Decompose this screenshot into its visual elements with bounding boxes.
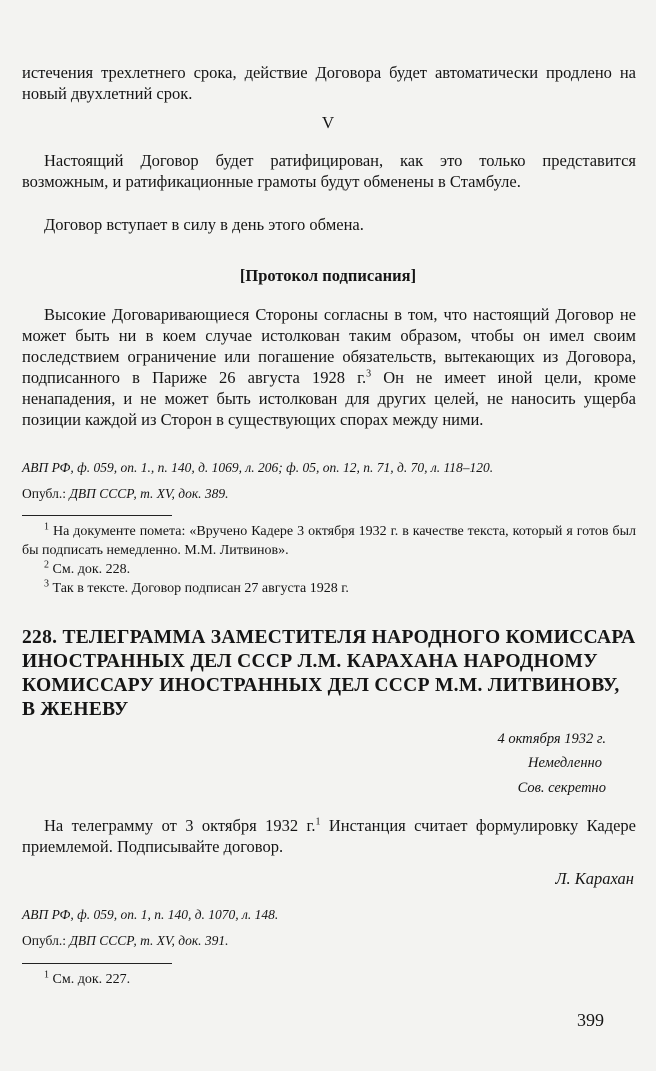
ratification-paragraph: Настоящий Договор будет ратифицирован, как это только представится возможным, и ратификационные грамоты будут обменены в Стамбуле. xyxy=(22,151,636,191)
publication-reference: Опубл.: ДВП СССР, т. XV, док. 391. xyxy=(22,933,229,948)
footnote-2: $^2$ См. док. 228. xyxy=(44,559,131,577)
signature: Л. Карахан xyxy=(555,869,634,888)
protocol-paragraph: Высокие Договаривающиеся Стороны согласны в том, что настоящий Договор не может быть ни в коем случае истолкован таким образом, чтобы он имел своим последствием ограничение или погашение обязательств, вытекающих из Договора, подписанного в Париже 26 августа 1928 г.$^3$ Он не имеет иной цели, кроме ненападения, и не может быть истолкован для других целей, не наносить ущерба позиции каждой из Сторон в существующих спорах между ними. xyxy=(22,305,636,429)
archive-reference: АВП РФ, ф. 059, оп. 1, п. 140, д. 1070, л. 148. xyxy=(22,907,279,922)
footnote-3: $^3$ Так в тексте. Договор подписан 27 августа 1928 г. xyxy=(44,578,349,596)
publication-reference: Опубл.: ДВП СССР, т. XV, док. 389. xyxy=(22,486,229,501)
classification-mark: Сов. секретно xyxy=(517,780,606,796)
footnote-1: $^1$ На документе помета: «Вручено Кадере 3 октября 1932 г. в качестве текста, который я готов был бы подписать немедленно. М.М. Литвинов». xyxy=(22,521,637,558)
entry-into-force-paragraph: Договор вступает в силу в день этого обмена. xyxy=(44,215,364,234)
document-date: 4 октября 1932 г. xyxy=(497,731,606,747)
continued-paragraph: истечения трехлетнего срока, действие Договора будет автоматически продлено на новый двухлетний срок. xyxy=(22,63,636,103)
footnote-ref: 1 xyxy=(315,816,321,828)
section-numeral: V xyxy=(321,113,335,132)
page-number: 399 xyxy=(577,1010,604,1030)
footnote-rule xyxy=(22,515,172,516)
footnote-1: $^1$ См. док. 227. xyxy=(44,969,131,987)
archive-reference: АВП РФ, ф. 059, оп. 1., п. 140, д. 1069, л. 206; ф. 05, оп. 12, п. 71, д. 70, л. 118–120. xyxy=(22,460,494,475)
footnote-rule xyxy=(22,963,172,964)
document-heading: 228. ТЕЛЕГРАММА ЗАМЕСТИТЕЛЯ НАРОДНОГО КОМИССАРА ИНОСТРАННЫХ ДЕЛ СССР Л.М. КАРАХАНА НАРОДНОМУ КОМИССАРУ ИНОСТРАННЫХ ДЕЛ СССР М.М. ЛИТВИНОВУ, В ЖЕНЕВУ xyxy=(22,627,636,720)
telegram-body: На телеграмму от 3 октября 1932 г.$^1$ Инстанция считает формулировку Кадере приемлемой. Подписывайте договор. xyxy=(22,816,636,856)
footnote-ref: 3 xyxy=(366,368,372,380)
urgency-mark: Немедленно xyxy=(528,755,602,771)
protocol-heading: [Протокол подписания] xyxy=(239,266,417,285)
